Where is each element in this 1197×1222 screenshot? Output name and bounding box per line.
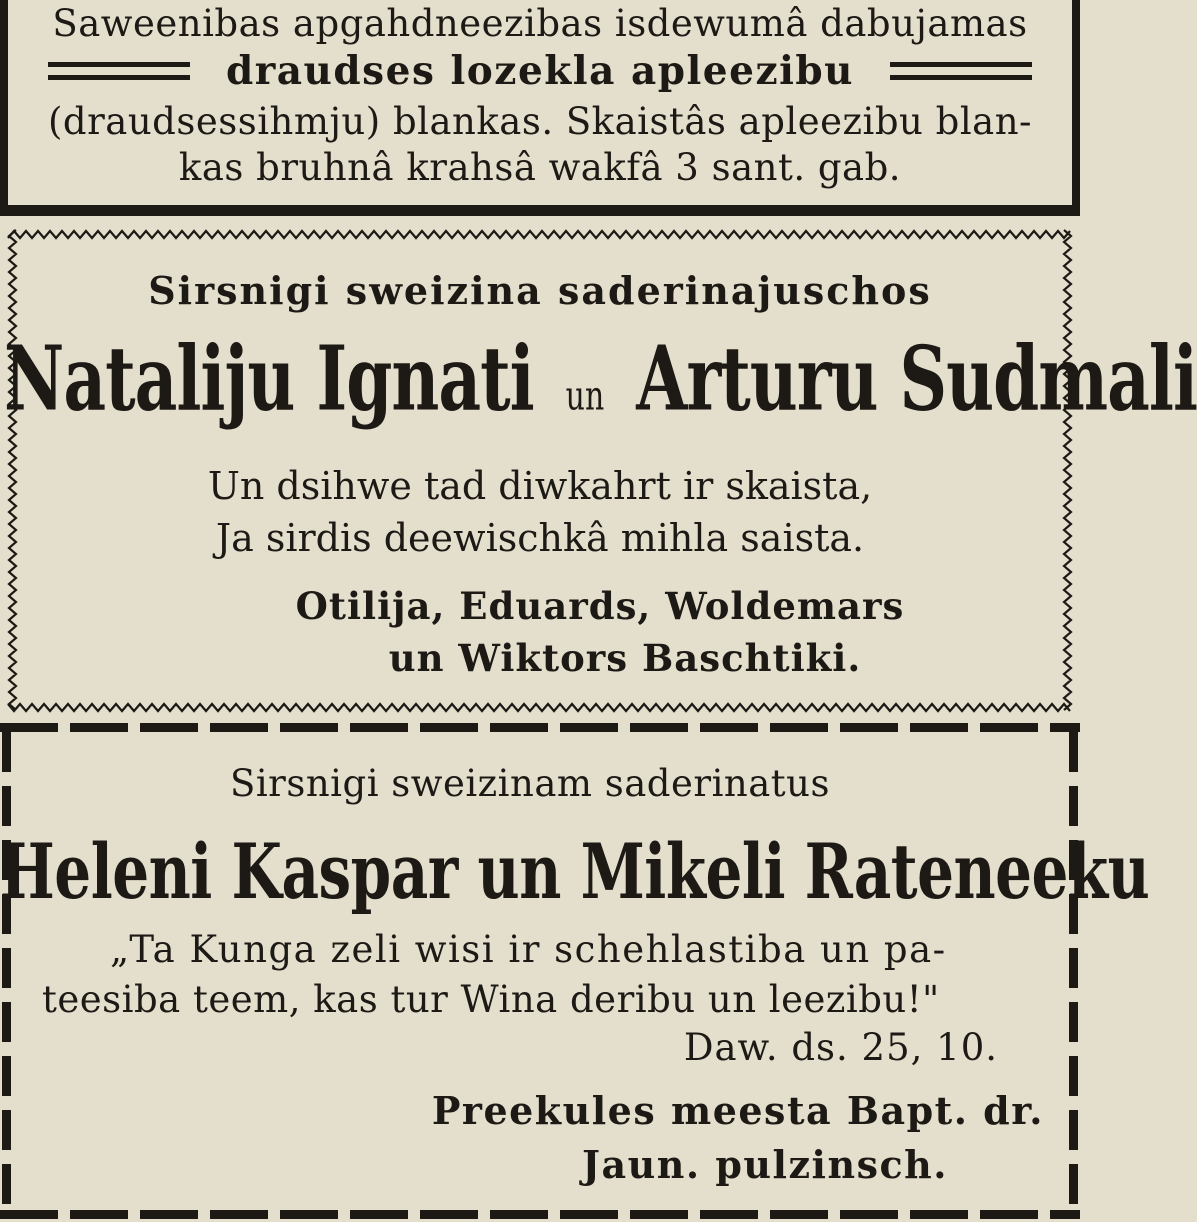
notice3-quote-line2: teesiba teem, kas tur Wina deribu un leezibu!"	[42, 978, 940, 1021]
notice2-name-left: Nataliju Ignati	[4, 326, 534, 432]
notice3-quote-line1: „Ta Kunga zeli wisi ir schehlastiba un pa-	[110, 928, 947, 971]
notice2-verse1: Un dsihwe tad diwkahrt ir skaista,	[207, 464, 873, 508]
notice2-signers2: un Wiktors Baschtiki.	[388, 636, 862, 680]
dashed-rule-top	[0, 723, 1080, 732]
notice1-line4: kas bruhnâ krahsâ wakfâ 3 sant. gab.	[178, 146, 902, 189]
notice1-line3: (draudsessihmju) blankas. Skaistâs apleezibu blan-	[47, 100, 1033, 143]
separator-bar	[0, 205, 1080, 216]
notice-membership-certificates	[0, 0, 1080, 206]
notice2-couple-names	[4, 326, 1197, 432]
notice3-scripture-reference: Daw. ds. 25, 10.	[683, 1026, 998, 1069]
notice-engagement-kaspar-rateneeku	[0, 732, 1150, 1210]
notice3-signers2: Jaun. pulzinsch.	[582, 1142, 948, 1187]
notice3-couple-names: Heleni Kaspar un Mikeli Rateneeku	[0, 828, 1150, 917]
notice1-line2: draudses lozekla apleezibu	[225, 48, 855, 94]
notice2-name-join: un	[565, 373, 605, 421]
notice2-verse2: Ja sirdis deewischkâ mihla saista.	[215, 516, 865, 560]
double-rule-right	[890, 62, 1032, 80]
notice2-greeting: Sirsnigi sweizina saderinajuschos	[148, 268, 932, 313]
notice-engagement-ignati-sudmali	[4, 226, 1197, 716]
notice2-signers1: Otilija, Eduards, Woldemars	[295, 584, 905, 628]
notice3-greeting: Sirsnigi sweizinam saderinatus	[230, 762, 830, 805]
notice2-name-right: Arturu Sudmali	[636, 326, 1197, 432]
dashed-rule-bottom	[0, 1210, 1080, 1219]
notice1-line1: Saweenibas apgahdneezibas isdewumâ dabujamas	[52, 2, 1028, 45]
notice3-signers1: Preekules meesta Bapt. dr.	[431, 1088, 1044, 1133]
